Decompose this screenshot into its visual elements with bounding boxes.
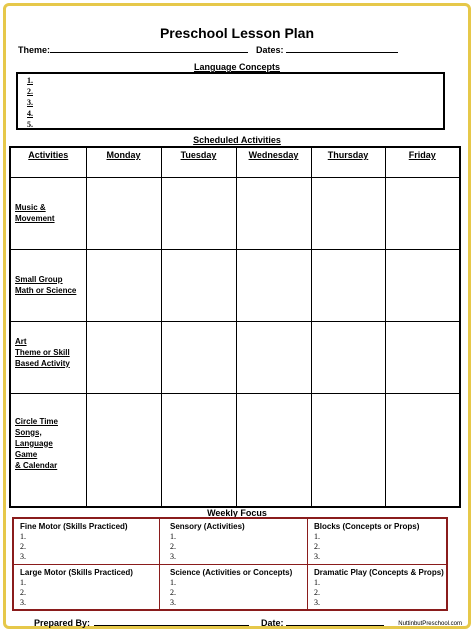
weekly-focus-box [12,517,448,611]
col-friday: Friday [385,147,460,177]
page-title: Preschool Lesson Plan [159,25,315,41]
dates-label: Dates: [256,45,284,55]
cell-thursday[interactable] [311,177,385,249]
table-row [10,249,460,321]
focus-heading: Dramatic Play (Concepts & Props) [314,568,444,577]
scheduled-activities-label: Scheduled Activities [193,135,281,145]
row-label-line: Game [15,449,38,459]
focus-item: 1. [314,578,320,587]
focus-item: 1. [20,532,26,541]
dates-line[interactable] [286,44,398,53]
focus-item: 2. [314,588,320,597]
site-credit: NuttinbutPreschool.com [398,621,462,627]
col-thursday: Thursday [311,147,385,177]
prepared-by-line[interactable] [94,617,249,626]
focus-fine-motor[interactable] [20,522,128,562]
date-label: Date: [261,618,284,628]
focus-item: 3. [20,552,26,561]
prepared-by-label: Prepared By: [34,618,91,628]
focus-item: 2. [170,588,176,597]
focus-item: 1. [20,578,26,587]
cell-monday[interactable] [86,177,161,249]
row-label-circle-time [10,393,86,507]
cell-tuesday[interactable] [161,321,236,393]
focus-item: 2. [20,542,26,551]
focus-heading: Large Motor (Skills Practiced) [20,568,133,577]
row-label-line: & Calendar [15,460,58,470]
theme-line[interactable] [50,44,248,53]
language-concepts-label: Language Concepts [193,62,280,72]
focus-heading: Blocks (Concepts or Props) [314,522,420,531]
concept-item: 1. [27,76,33,85]
focus-heading: Fine Motor (Skills Practiced) [20,522,128,531]
concept-item: 2. [27,87,33,96]
dates-field[interactable] [256,44,398,55]
theme-field[interactable] [18,44,248,55]
focus-large-motor[interactable] [20,568,133,608]
row-label-music [10,177,86,249]
row-label-line: Songs, [15,427,42,437]
focus-divider [14,564,446,565]
focus-item: 3. [314,552,320,561]
cell-monday[interactable] [86,393,161,507]
cell-friday[interactable] [385,249,460,321]
cell-friday[interactable] [385,177,460,249]
cell-monday[interactable] [86,321,161,393]
focus-item: 3. [314,598,320,607]
date-line[interactable] [286,617,384,626]
focus-science[interactable] [170,568,292,608]
table-row [10,393,460,507]
cell-tuesday[interactable] [161,393,236,507]
schedule-table [9,146,461,508]
cell-monday[interactable] [86,249,161,321]
focus-heading: Sensory (Activities) [170,522,245,531]
cell-wednesday[interactable] [236,177,311,249]
focus-item: 2. [314,542,320,551]
prepared-by-field[interactable] [34,617,249,628]
cell-wednesday[interactable] [236,393,311,507]
row-label-small-group [10,249,86,321]
row-label-art [10,321,86,393]
theme-label: Theme: [18,45,51,55]
row-label-line: Language [15,438,53,448]
focus-item: 1. [170,578,176,587]
cell-tuesday[interactable] [161,177,236,249]
focus-item: 2. [170,542,176,551]
cell-thursday[interactable] [311,321,385,393]
col-activities: Activities [10,147,86,177]
row-label-line: Math or Science [15,286,77,295]
cell-friday[interactable] [385,321,460,393]
row-label-line: Circle Time [15,416,58,426]
concept-item: 5. [27,120,33,129]
focus-item: 3. [170,598,176,607]
row-label-line: Based Activity [15,358,70,368]
cell-wednesday[interactable] [236,321,311,393]
weekly-focus-label: Weekly Focus [207,508,267,518]
focus-item: 3. [170,552,176,561]
table-row [10,177,460,249]
row-label-line: Movement [15,214,55,223]
table-row [10,321,460,393]
language-concepts-box[interactable] [16,72,445,130]
focus-item: 1. [314,532,320,541]
cell-wednesday[interactable] [236,249,311,321]
cell-thursday[interactable] [311,249,385,321]
row-label-line: Small Group [15,275,63,284]
date-field[interactable] [261,617,384,628]
focus-sensory[interactable] [170,522,245,562]
cell-friday[interactable] [385,393,460,507]
row-label-line: Theme or Skill [15,347,70,357]
focus-heading: Science (Activities or Concepts) [170,568,293,577]
focus-item: 2. [20,588,26,597]
concept-item: 4. [27,109,33,118]
col-tuesday: Tuesday [161,147,236,177]
concept-item: 3. [27,98,33,107]
focus-item: 1. [170,532,176,541]
cell-tuesday[interactable] [161,249,236,321]
col-wednesday: Wednesday [236,147,311,177]
cell-thursday[interactable] [311,393,385,507]
col-monday: Monday [86,147,161,177]
schedule-header-row [10,147,460,177]
focus-dramatic-play[interactable] [314,568,444,608]
focus-item: 3. [20,598,26,607]
focus-blocks[interactable] [314,522,419,562]
row-label-line: Art [15,336,27,346]
row-label-line: Music & [15,203,46,212]
